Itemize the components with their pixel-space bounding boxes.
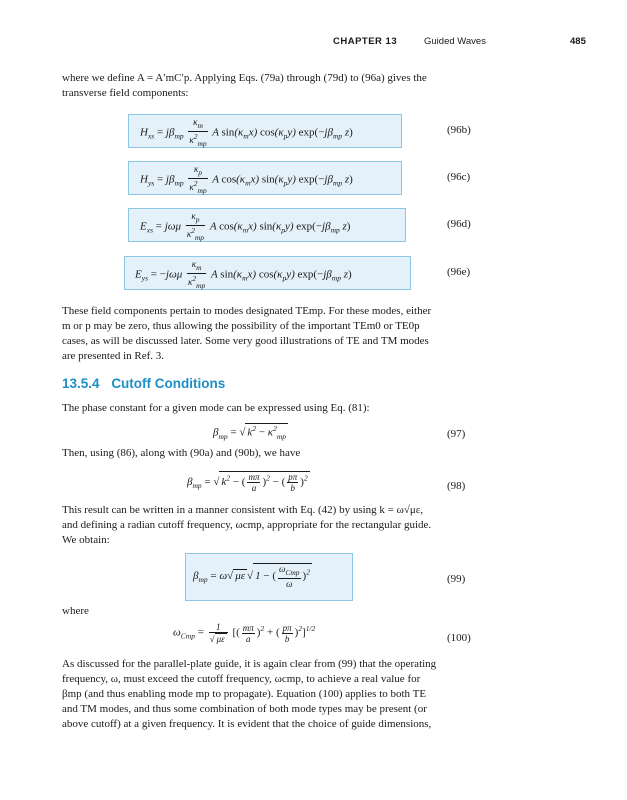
modes-paragraph bbox=[62, 304, 476, 364]
section-heading bbox=[62, 376, 225, 391]
result-paragraph bbox=[62, 503, 476, 548]
phase-paragraph: The phase constant for a given mode can be expressed using Eq. (81): bbox=[62, 402, 370, 414]
equation-98: $\beta_{mp}$ = √ $k^2$ − ( $\frac{m\pi}{a}$ )$^2$ − ( $\frac{p\pi}{b}$ )$^2$ bbox=[187, 472, 308, 493]
modes-line-3: cases, as will be discussed later. Some very good illustrations of TE and TM modes bbox=[62, 335, 429, 347]
intro-line-1: where we define A = A′mC′p. Applying Eqs. (79a) through (79d) to (96a) gives the bbox=[62, 72, 427, 84]
final-line-2: frequency, ω, must exceed the cutoff frequency, ωcmp, to achieve a real value for bbox=[62, 673, 421, 685]
equation-96e: $E_{ys} = -j\omega\mu$ $\frac{\kappa_m}{\kappa^2_{mp}}$ A $\sin(\kappa_mx)$ $\cos(\kappa_py)$ $\exp(-j\beta_{mp}$ z) bbox=[135, 259, 352, 290]
equation-number-100: (100) bbox=[447, 632, 471, 644]
equation-97: $\beta_{mp}$ = √ $k^2 - \kappa^2_{mp}$ bbox=[213, 424, 286, 441]
chapter-label: CHAPTER 13 bbox=[333, 36, 398, 47]
section-title: Cutoff Conditions bbox=[111, 376, 226, 391]
intro-paragraph bbox=[62, 71, 476, 101]
equation-99: $\beta_{mp} = \omega√$ με √ 1 − ( $\frac{\omega_{Cmp}}{\omega}$ )$^2$ bbox=[193, 564, 310, 589]
equation-96c: $H_{ys} = j\beta_{mp}$ $\frac{\kappa_p}{\kappa^2_{mp}}$ A $\cos(\kappa_mx)$ $\sin(\kappa_py)$ $\exp(-j\beta_{mp}$ z) bbox=[140, 164, 353, 195]
intro-line-2: transverse field components: bbox=[62, 87, 189, 99]
equation-number-99: (99) bbox=[447, 573, 466, 585]
final-line-1: As discussed for the parallel-plate guide, it is again clear from (99) that the operating bbox=[62, 658, 437, 670]
equation-number-96b: (96b) bbox=[447, 124, 471, 136]
equation-96b: $H_{xs} = j\beta_{mp}$ $\frac{\kappa_m}{\kappa^2_{mp}}$ A $\sin(\kappa_mx)$ $\cos(\kappa_py)$ $\exp(-j\beta_{mp}$ z) bbox=[140, 117, 353, 148]
final-line-5: above cutoff) at a given frequency. It is evident that the choice of guide dimensions, bbox=[62, 718, 432, 730]
equation-number-96d: (96d) bbox=[447, 218, 471, 230]
modes-line-1: These field components pertain to modes designated TEmp. For these modes, either bbox=[62, 305, 432, 317]
result-line-1: This result can be written in a manner consistent with Eq. (42) by using k = ω√με, bbox=[62, 504, 424, 516]
equation-number-96c: (96c) bbox=[447, 171, 471, 183]
equation-number-97: (97) bbox=[447, 428, 466, 440]
equation-96d: $E_{xs} = j\omega\mu$ $\frac{\kappa_p}{\kappa^2_{mp}}$ A $\cos(\kappa_mx)$ $\sin(\kappa_py)$ $\exp(-j\beta_{mp}$ z) bbox=[140, 211, 351, 242]
equation-number-98: (98) bbox=[447, 480, 466, 492]
chapter-title: Guided Waves bbox=[424, 36, 486, 47]
final-paragraph bbox=[62, 657, 476, 732]
running-header bbox=[0, 30, 627, 50]
section-number: 13.5.4 bbox=[62, 376, 100, 391]
page-number: 485 bbox=[570, 36, 586, 47]
modes-line-4: are presented in Ref. 3. bbox=[62, 350, 165, 362]
where-label: where bbox=[62, 605, 89, 617]
final-line-3: βmp (and thus enabling mode mp to propagate). Equation (100) applies to both TE bbox=[62, 688, 427, 700]
equation-100: $\omega_{Cmp}$ = $\frac{1}{√ \mu\varepsilon}$ [( $\frac{m\pi}{a}$ )$^2$ + ( $\frac{p\pi}{b}$ )$^2$]$^{1/2}$ bbox=[173, 622, 316, 644]
result-line-2: and defining a radian cutoff frequency, ωcmp, appropriate for the rectangular guide. bbox=[62, 519, 432, 531]
modes-line-2: m or p may be zero, thus allowing the possibility of the important TEm0 or TE0p bbox=[62, 320, 420, 332]
then-paragraph: Then, using (86), along with (90a) and (90b), we have bbox=[62, 447, 301, 459]
result-line-3: We obtain: bbox=[62, 534, 110, 546]
final-line-4: and TM modes, and thus some combination of both mode types may be present (or bbox=[62, 703, 427, 715]
equation-number-96e: (96e) bbox=[447, 266, 471, 278]
